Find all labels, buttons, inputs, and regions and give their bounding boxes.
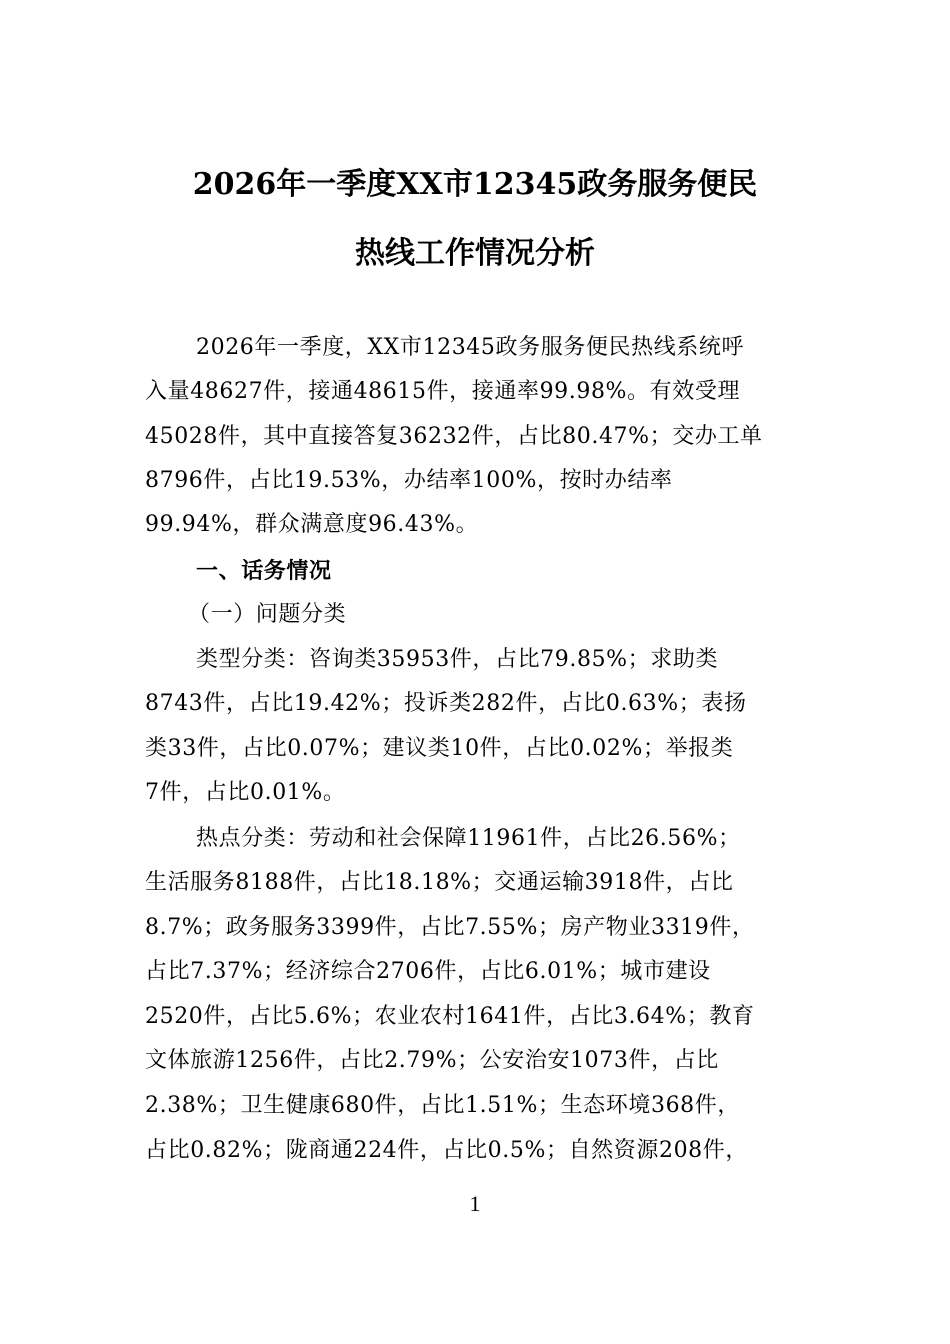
body-line: 热点分类：劳动和社会保障11961件，占比26.56%；	[196, 826, 741, 851]
body-line: 占比0.82%；陇商通224件，占比0.5%；自然资源208件，	[145, 1138, 748, 1163]
body-line: 45028件，其中直接答复36232件，占比80.47%；交办工单	[145, 424, 763, 449]
subsection-heading: （一）问题分类	[188, 602, 347, 627]
document-title-line-2: 热线工作情况分析	[355, 236, 595, 271]
body-line: 8796件，占比19.53%，办结率100%，按时办结率	[145, 468, 673, 493]
body-line: 8743件，占比19.42%；投诉类282件，占比0.63%；表扬	[145, 691, 747, 716]
page-number: 1	[469, 1191, 481, 1216]
body-line: 2.38%；卫生健康680件，占比1.51%；生态环境368件，	[145, 1093, 740, 1118]
section-heading: 一、话务情况	[196, 558, 332, 584]
document-title-line-1: 2026年一季度XX市12345政务服务便民	[192, 167, 758, 202]
body-line: 类33件，占比0.07%；建议类10件，占比0.02%；举报类	[145, 736, 734, 761]
body-line: 8.7%；政务服务3399件，占比7.55%；房产物业3319件，	[145, 915, 755, 940]
body-line: 7件，占比0.01%。	[145, 780, 346, 805]
body-line: 2026年一季度，XX市12345政务服务便民热线系统呼	[196, 335, 745, 360]
body-line: 生活服务8188件，占比18.18%；交通运输3918件，占比	[145, 870, 734, 895]
body-line: 入量48627件，接通48615件，接通率99.98%。有效受理	[145, 379, 741, 404]
body-line: 99.94%，群众满意度96.43%。	[145, 512, 479, 537]
body-line: 文体旅游1256件，占比2.79%；公安治安1073件，占比	[145, 1048, 719, 1073]
body-line: 占比7.37%；经济综合2706件，占比6.01%；城市建设	[145, 959, 711, 984]
body-line: 类型分类：咨询类35953件，占比79.85%；求助类	[196, 647, 719, 672]
body-line: 2520件，占比5.6%；农业农村1641件，占比3.64%；教育	[145, 1004, 755, 1029]
